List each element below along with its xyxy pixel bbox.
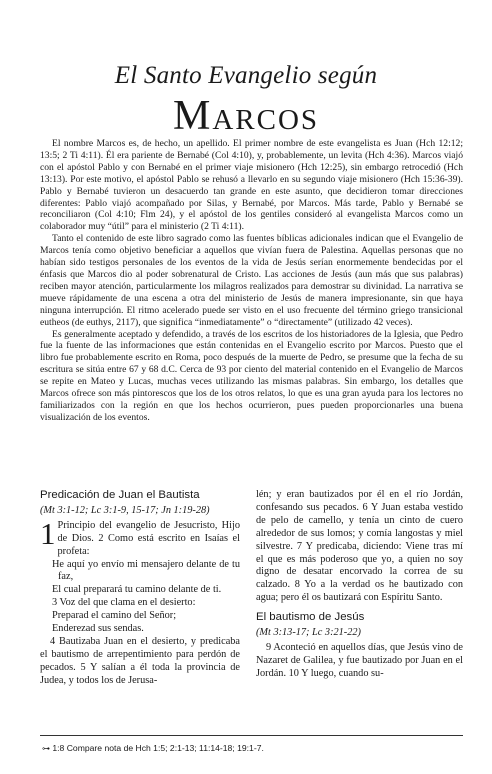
parallel-references: (Mt 3:13-17; Lc 3:21-22) <box>256 627 361 639</box>
intro-paragraph: Tanto el contenido de este libro sagrado como las fuentes bíblicas adicionales indican que el Evangelio de Marcos tenía como objetivo beneficiar a aquellos que vivían fuera de Palestina. Aquellas personas que no habían sido testigos personales de los eventos de la vida de Jesús serían enormemente bendecidas por el énfasis que Marcos dio al poder sobrenatural de Cristo. Las acciones de Jesús (aun más que sus palabras) reciben mayor atención, particularmente los milagros realizados para demostrar su divinidad. La narrativa se mueve rápidamente de una escena a otra del ministerio de Jesús de manera impresionante, sin que haya ninguna interrupción. El ritmo acelerado puede ser visto en el uso frecuente del término griego transicional eutheos (de euthys, 2117), que significa “inmediatamente” o “directamente” (utilizado 42 veces). <box>40 233 463 328</box>
intro-paragraph: El nombre Marcos es, de hecho, un apellido. El primer nombre de este evangelista es Juan (Hch 12:12; 13:5; 2 Ti 4:11). Él era pariente de Bernabé (Col 4:10), y, probablemente, un levita (Hch 4:36). Marcos viajó con el apóstol Pablo y con Bernabé en el primer viaje misionero (Hch 12:25), sin embargo retrocedió (Hch 13:13). Por este motivo, el apóstol Pablo se rehusó a llevarlo en su segundo viaje misionero (Hch 15:36-39). Pablo y Bernabé tuvieron un desacuerdo tan grande en este asunto, que decidieron tomar direcciones diferentes: Pablo viajó acompañado por Silas, y Bernabé, por Marcos. Más tarde, Pablo y Bernabé se reconciliaron (Col 4:10; Flm 24), y el apóstol de los gentiles consideró al evangelista Marcos como un colaborador muy “útil” para el ministerio (2 Ti 4:11). <box>40 138 463 233</box>
verse-4: 4 Bautizaba Juan en el desierto, y predicaba el bautismo de arrepentimiento para perdón de pecados. 5 Y salían a él toda la provincia de Judea, y todos los de Jerusa- <box>40 635 240 686</box>
footnote-text: 1:8 Compare nota de Hch 1:5; 2:1-13; 11:14-18; 19:1-7. <box>52 743 264 753</box>
quote-line: He aquí yo envío mi mensajero delante de tu faz, <box>52 558 240 583</box>
quote-line: El cual preparará tu camino delante de ti. <box>52 584 222 596</box>
footnote <box>42 743 463 753</box>
quote-line: Enderezad sus sendas. <box>52 623 144 635</box>
footnote-divider <box>40 735 463 736</box>
section-heading: El bautismo de Jesús <box>256 611 365 624</box>
verse-continuation: lén; y eran bautizados por él en el río Jordán, confesando sus pecados. 6 Y Juan estaba vestido de pelo de camello, y tenía un cinto de cuero alrededor de sus lomos; y comía langostas y miel silvestre. 7 Y predicaba, diciendo: Viene tras mí el que es más poderoso que yo, a quien no soy digno de desatar encorvado la correa de su calzado. 8 Yo a la verdad os he bautizado con agua; pero él os bautizará con Espíritu Santo. <box>256 489 463 604</box>
quote-line: 3 Voz del que clama en el desierto: <box>52 597 196 609</box>
book-title: Marcos <box>172 93 320 139</box>
section-heading: Predicación de Juan el Bautista <box>40 489 200 501</box>
intro-paragraph: Es generalmente aceptado y defendido, a través de los escritos de los historiadores de la Iglesia, que Pedro fue la fuente de las informaciones que están contenidas en el Evangelio escrito por Marcos. Puesto que el libro fue probablemente escrito en Roma, poco después de la muerte de Pedro, se presume que la fecha de su escritura se sitúa entre 67 y 68 d.C. Cerca de 93 por ciento del material contenido en el Evangelio de Marcos se repite en Mateo y Lucas, muchas veces utilizando las mismas palabras. Sin embargo, los detalles que Marcos ofrece son más pintorescos que los de los otros relatos, lo que es una gran ayuda para los lectores no familiarizados con la región en que los hechos ocurrieron, pues pueden proporcionarles una buena visualización de los eventos. <box>40 328 463 423</box>
chapter-number: 1 <box>40 515 56 551</box>
verse-text: Principio del evangelio de Jesucristo, Hijo de Dios. <box>57 519 240 544</box>
text-column-left <box>40 489 240 688</box>
text-column-right <box>256 489 463 681</box>
verse-1 <box>40 515 240 559</box>
key-icon: ⊶ <box>42 744 50 753</box>
verse-9: 9 Aconteció en aquellos días, que Jesús vino de Nazaret de Galilea, y fue bautizado por Juan en el Jordán. 10 Y luego, cuando su- <box>256 641 463 679</box>
parallel-references: (Mt 3:1-12; Lc 3:1-9, 15-17; Jn 1:19-28) <box>40 504 210 516</box>
book-subtitle: El Santo Evangelio según <box>114 62 378 89</box>
quote-line: Preparad el camino del Señor; <box>52 610 177 622</box>
introduction <box>40 138 463 424</box>
verse-text: 2 Como está escrito en Isaías el profeta: <box>57 532 240 557</box>
